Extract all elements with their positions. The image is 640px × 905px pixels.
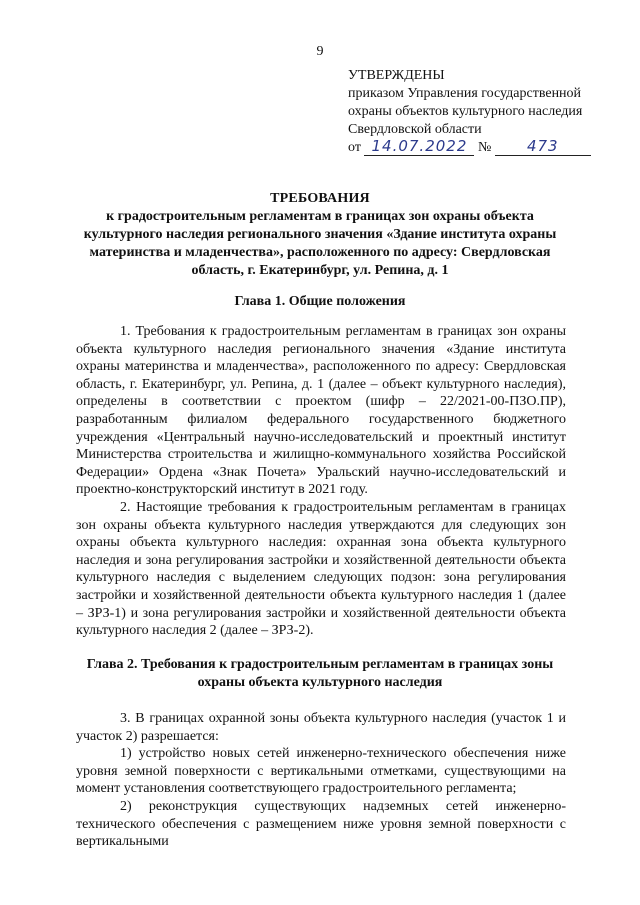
paragraph-2: 2. Настоящие требования к градостроительным регламентам в границах зон охраны объекта культурного наследия утверждаются для следующих зон охраны объекта культурного наследия: охранная зона объекта культурного наследия и зона регулирования застройки и хозяйственной деятельности объекта культурного наследия с выделением следующих подзон: зона регулирования застройки и хозяйственной деятельности объекта культурного наследия 1 (далее – ЗРЗ-1) и зона регулирования застройки и хозяйственной деятельности объекта культурного наследия 2 (далее – ЗРЗ-2). — [76, 499, 566, 639]
approval-line-1: приказом Управления государственной — [348, 86, 582, 101]
paragraph-1: 1. Требования к градостроительным регламентам в границах зон охраны объекта культурного наследия регионального значения «Здание института охраны материнства и младенчества», расположенного по адресу: Свердловская область, г. Екатеринбург, ул. Репина, д. 1 (далее – объект культурного наследия), определены в соответствии с проектом (шифр – 22/2021-00-ПЗО.ПР), разработанным филиалом федерального государственного бюджетного учреждения «Центральный научно-исследовательский и проектный институт Министерства строительства и жилищно-коммунального хозяйства Российской Федерации» Ордена «Знак Почета» Уральский научно-исследовательский и проектно-конструкторский институт в 2021 году. — [76, 324, 566, 498]
title-subtitle: к градостроительным регламентам в границах зон охраны объекта культурного наследия регионального значения «Здание института охраны материнства и младенчества», расположенного по адресу: Свердловская область, г. Екатеринбург, ул. Репина, д. 1 — [83, 209, 557, 278]
list-item-1: 1) устройство новых сетей инженерно-технического обеспечения ниже уровня земной поверхности с вертикальными отметками, существующими на момент установления соответствующего градостроительного регламента; — [76, 746, 566, 797]
chapter-2-body — [76, 710, 566, 851]
page-number: 9 — [316, 44, 324, 59]
chapter-1-body — [76, 323, 566, 640]
handwritten-number: 473 — [526, 137, 559, 155]
approval-line-2: охраны объектов культурного наследия — [348, 104, 583, 119]
approval-date-row — [348, 139, 628, 157]
list-item-2: 2) реконструкция существующих надземных сетей инженерно-технического обеспечения с размещением ниже уровня земной поверхности с вертикальными — [76, 798, 566, 850]
date-prefix: от — [348, 140, 361, 155]
date-field — [364, 139, 474, 156]
approval-stamp — [348, 67, 628, 157]
document-title — [72, 190, 568, 280]
chapter-2-heading: Глава 2. Требования к градостроительным регламентам в границах зоны охраны объекта культурного наследия — [86, 657, 554, 690]
number-field — [495, 139, 591, 156]
paragraph-3: 3. В границах охранной зоны объекта культурного наследия (участок 1 и участок 2) разрешается: — [76, 711, 566, 744]
approval-heading: УТВЕРЖДЕНЫ — [348, 68, 445, 83]
number-sign: № — [477, 140, 492, 155]
approval-line-3: Свердловской области — [348, 122, 482, 137]
title-main: ТРЕБОВАНИЯ — [270, 191, 370, 206]
chapter-1-heading: Глава 1. Общие положения — [234, 294, 406, 309]
handwritten-date: 14.07.2022 — [371, 137, 468, 155]
